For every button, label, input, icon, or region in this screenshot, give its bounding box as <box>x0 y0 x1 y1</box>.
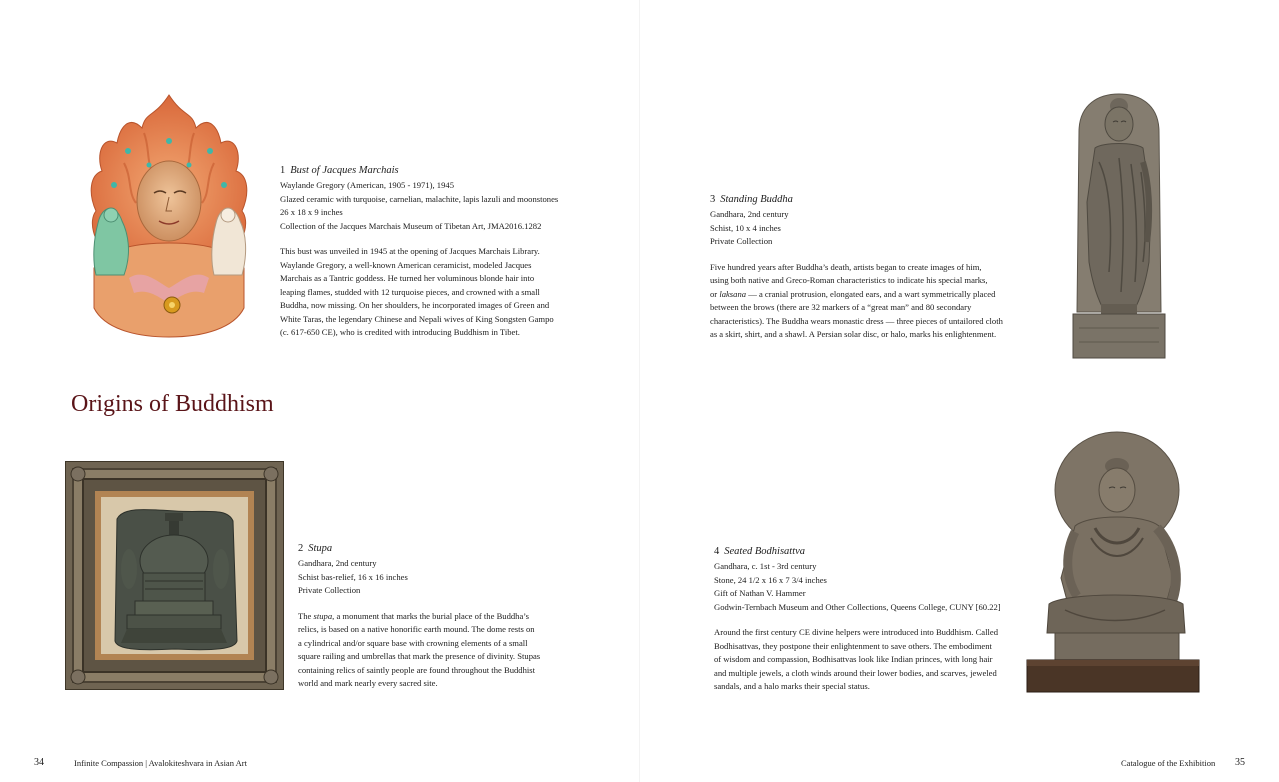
description-line: Around the first century CE divine helpers were introduced into Buddhism. Called <box>714 627 999 637</box>
description-line: between the brows (there are 32 markers of a “great man” and 80 secondary <box>710 302 972 312</box>
entry-number: 3 <box>710 194 716 205</box>
text-run: or <box>710 288 720 299</box>
description-line: Buddha, now missing. On her shoulders, he incorporated images of Green and <box>280 300 550 310</box>
description-line: (c. 617-650 CE), who is credited with introducing Buddhism in Tibet. <box>280 327 520 337</box>
entry-title: Standing Buddha <box>720 194 793 205</box>
bust-of-jacques-marchais-image <box>84 93 254 338</box>
entry-number: 1 <box>280 165 286 176</box>
description-line <box>710 288 1003 302</box>
meta-line: Waylande Gregory (American, 1905 - 1971), 1945 <box>280 180 454 190</box>
entry-heading <box>298 542 540 556</box>
stupa-relief-image <box>65 461 284 690</box>
description-line: characteristics). The Buddha wears monastic dress — three pieces of untailored cloth <box>710 315 1003 326</box>
entry-description <box>710 261 1003 342</box>
description-line: of wisdom and compassion, Bodhisattvas look like Indian princes, with long hair <box>714 654 993 664</box>
footer-right-running-head <box>1121 758 1215 768</box>
description-line: Bodhisattvas, they postpone their enlightenment to save others. The embodiment <box>714 640 992 651</box>
meta-line: Gift of Nathan V. Hammer <box>714 588 806 598</box>
meta-line: Gandhara, 2nd century <box>710 209 789 219</box>
meta-line: Schist, 10 x 4 inches <box>710 222 781 233</box>
entry-description <box>280 245 558 340</box>
text-run: , a monument that marks the burial place of the Buddha’s <box>332 610 530 621</box>
meta-line: Stone, 24 1/2 x 16 x 7 3/4 inches <box>714 574 827 585</box>
description-line: Waylande Gregory, a well-known American ceramicist, modeled Jacques <box>280 259 532 270</box>
entry-metadata <box>280 179 558 233</box>
meta-line: Private Collection <box>710 236 773 246</box>
description-line: Five hundred years after Buddha’s death, artists began to create images of him, <box>710 261 982 272</box>
entry-metadata <box>298 557 540 598</box>
stupa-illustration <box>65 461 284 690</box>
footer-left-running-head <box>74 758 247 768</box>
meta-line: Schist bas-relief, 16 x 16 inches <box>298 571 408 582</box>
catalogue-entry-4 <box>714 545 1001 694</box>
entry-heading <box>280 164 558 178</box>
description-line: This bust was unveiled in 1945 at the opening of Jacques Marchais Library. <box>280 246 540 256</box>
meta-line: Godwin-Ternbach Museum and Other Collections, Queens College, CUNY [60.22] <box>714 601 1001 612</box>
entry-metadata <box>710 208 1003 249</box>
meta-line: Private Collection <box>298 585 361 595</box>
footer-left <box>34 757 44 768</box>
meta-line: Gandhara, c. 1st - 3rd century <box>714 561 817 571</box>
entry-number: 2 <box>298 543 304 554</box>
entry-heading <box>710 193 1003 207</box>
seated-bodhisattva-illustration <box>1025 428 1200 693</box>
description-line: sandals, and a halo marks their special status. <box>714 681 870 691</box>
entry-title: Seated Bodhisattva <box>724 546 806 557</box>
catalogue-entry-2 <box>298 542 540 691</box>
entry-description <box>714 626 1001 694</box>
catalogue-entry-1 <box>280 164 558 340</box>
bust-illustration <box>84 93 254 338</box>
italic-term: stupa <box>313 610 333 621</box>
description-line: White Taras, the legendary Chinese and Nepali wives of King Songsten Gampo <box>280 313 554 324</box>
description-line <box>298 610 540 624</box>
right-running-head: Catalogue of the Exhibition <box>1121 758 1216 768</box>
text-run: The <box>298 610 314 621</box>
standing-buddha-illustration <box>1069 92 1169 360</box>
seated-bodhisattva-image <box>1025 428 1200 693</box>
description-line: relics, is based on a native honorific earth mound. The dome rests on <box>298 624 535 634</box>
description-line: using both native and Greco-Roman characteristics to indicate his special marks, <box>710 275 988 285</box>
entry-title: Bust of Jacques Marchais <box>290 165 399 176</box>
text-run: — a cranial protrusion, elongated ears, and a wart symmetrically placed <box>746 288 996 299</box>
standing-buddha-image <box>1069 92 1169 360</box>
page-gutter <box>639 0 640 782</box>
description-line: a cylindrical and/or square base with crowning elements of a small <box>298 637 528 648</box>
description-line: as a skirt, shirt, and a shawl. A Persian solar disc, or halo, marks his enlightenment. <box>710 329 997 339</box>
meta-line: 26 x 18 x 9 inches <box>280 207 343 217</box>
description-line: world and mark nearly every sacred site. <box>298 678 438 688</box>
entry-heading <box>714 545 1001 559</box>
left-running-head: Infinite Compassion | Avalokiteshvara in Asian Art <box>74 758 247 768</box>
catalogue-entry-3 <box>710 193 1003 342</box>
description-line: Marchais as a Tantric goddess. He turned her voluminous blonde hair into <box>280 273 535 283</box>
footer-right <box>1235 757 1245 768</box>
description-line: containing relics of saintly people are found throughout the Buddhist <box>298 664 535 675</box>
entry-number: 4 <box>714 546 720 557</box>
meta-line: Gandhara, 2nd century <box>298 558 377 568</box>
description-line: leaping flames, studded with 12 turquoise pieces, and crowned with a small <box>280 286 540 297</box>
italic-term: laksana <box>719 288 747 299</box>
meta-line: Glazed ceramic with turquoise, carnelian, malachite, lapis lazuli and moonstones <box>280 193 559 204</box>
meta-line: Collection of the Jacques Marchais Museum of Tibetan Art, JMA2016.1282 <box>280 220 542 231</box>
section-title: Origins of Buddhism <box>71 391 274 417</box>
description-line: square railing and umbrellas that mark the presence of divinity. Stupas <box>298 651 541 661</box>
entry-metadata <box>714 560 1001 614</box>
left-page-number: 34 <box>34 757 44 768</box>
entry-title: Stupa <box>308 543 333 554</box>
entry-description <box>298 610 540 691</box>
right-page-number: 35 <box>1235 757 1245 768</box>
description-line: and multiple jewels, a cloth winds around their lower bodies, and scarves, jeweled <box>714 667 997 678</box>
